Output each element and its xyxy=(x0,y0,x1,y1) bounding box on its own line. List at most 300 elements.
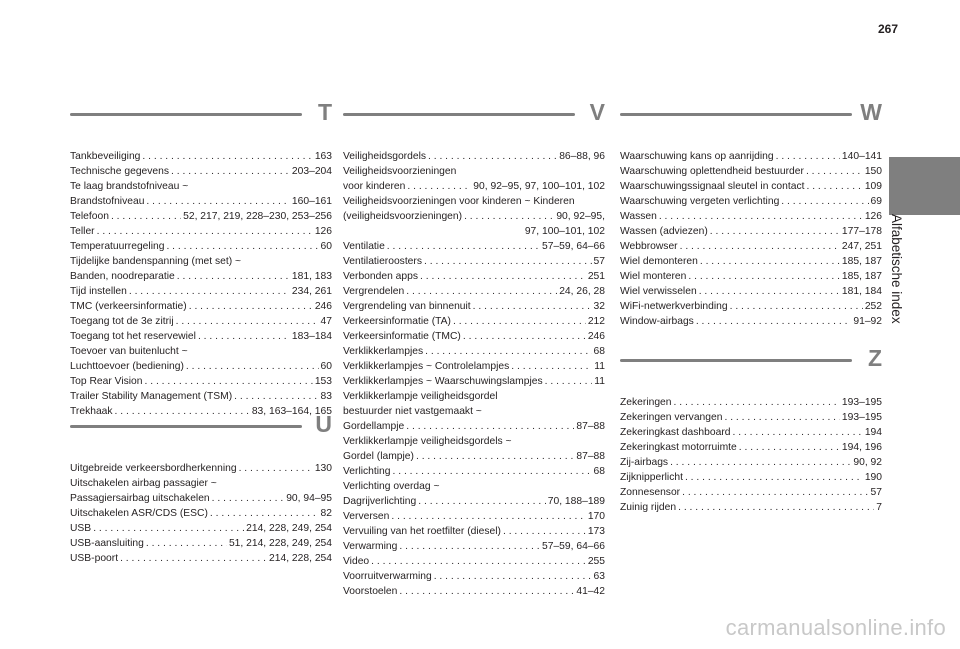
entry-line xyxy=(70,194,332,209)
index-entry xyxy=(343,359,605,374)
index-entry xyxy=(620,410,882,425)
entry-term: Zijknipperlicht xyxy=(620,472,683,483)
entry-term: Wiel verwisselen xyxy=(620,286,697,297)
entry-term: Waarschuwingssignaal sleutel in contact xyxy=(620,181,805,192)
entry-pages: 87–88 xyxy=(576,421,605,432)
entry-pages: 82 xyxy=(320,508,332,519)
entry-line xyxy=(620,314,882,329)
entry-line xyxy=(70,284,332,299)
entry-line xyxy=(343,359,605,374)
entry-line xyxy=(620,440,882,455)
index-entry xyxy=(343,149,605,164)
entry-term: Waarschuwing kans op aanrijding xyxy=(620,151,774,162)
index-entry xyxy=(343,194,605,239)
section-header xyxy=(620,345,882,383)
entry-pages: 24, 26, 28 xyxy=(559,286,605,297)
index-entry xyxy=(620,149,882,164)
entry-pages: 183–184 xyxy=(291,331,332,342)
entry-pages: 246 xyxy=(587,331,605,342)
entry-leader-dots xyxy=(682,485,868,500)
entry-leader-dots xyxy=(418,494,545,509)
entry-pages: 214, 228, 254 xyxy=(269,553,332,564)
entry-prefix: Tijdelijke bandenspanning (met set) ~ xyxy=(70,256,242,267)
entry-line xyxy=(70,299,332,314)
entry-pages: 194 xyxy=(864,427,882,438)
entry-leader-dots xyxy=(806,164,863,179)
section-t xyxy=(70,99,332,419)
index-entry xyxy=(343,569,605,584)
index-entry xyxy=(343,239,605,254)
entry-leader-dots xyxy=(120,551,267,566)
index-entry xyxy=(343,254,605,269)
entry-term: Waarschuwing vergeten verlichting xyxy=(620,196,780,207)
entry-pages: 63 xyxy=(593,571,605,582)
entry-pages: 11 xyxy=(594,361,605,372)
entry-line xyxy=(70,521,332,536)
entry-term: Trekhaak xyxy=(70,406,113,417)
entry-pages: 68 xyxy=(593,466,605,477)
entry-line xyxy=(343,254,605,269)
index-entry xyxy=(70,299,332,314)
entry-term: Verversen xyxy=(343,511,390,522)
entry-term: Tijd instellen xyxy=(70,286,127,297)
index-entry xyxy=(70,461,332,476)
entry-line xyxy=(343,554,605,569)
entry-term: Verklikkerlampjes ~ Waarschuwingslampjes xyxy=(343,376,543,387)
entry-leader-dots xyxy=(189,299,313,314)
index-entry xyxy=(343,524,605,539)
entry-term: Zekeringkast motorruimte xyxy=(620,442,737,453)
entry-line xyxy=(343,524,605,539)
entry-leader-dots xyxy=(699,284,840,299)
entry-term: Verkeersinformatie (TA) xyxy=(343,316,451,327)
section-rule xyxy=(70,425,302,428)
entry-prefix: Veiligheidsvoorzieningen xyxy=(343,166,457,177)
entry-pages: 91–92 xyxy=(853,316,882,327)
index-entry xyxy=(620,179,882,194)
entry-leader-dots xyxy=(420,269,586,284)
entry-pages: 177–178 xyxy=(841,226,882,237)
entry-line xyxy=(620,209,882,224)
entry-leader-dots xyxy=(680,239,840,254)
entry-line xyxy=(343,209,605,224)
entry-leader-dots xyxy=(406,284,557,299)
entry-leader-dots xyxy=(659,209,863,224)
entry-term: Verbonden apps xyxy=(343,271,419,282)
index-entry xyxy=(343,509,605,524)
index-column-2 xyxy=(343,99,605,599)
entry-prefix: Veiligheidsvoorzieningen voor kinderen ~ Kinderen xyxy=(343,196,575,207)
entry-pages: 51, 214, 228, 249, 254 xyxy=(228,538,332,549)
entry-prefix: Toevoer van buitenlucht ~ xyxy=(70,346,188,357)
entry-leader-dots xyxy=(210,506,319,521)
page-number: 267 xyxy=(877,22,899,36)
entry-pages: 163 xyxy=(314,151,332,162)
entry-line xyxy=(620,299,882,314)
entry-pages: 150 xyxy=(864,166,882,177)
index-entry xyxy=(343,269,605,284)
index-entry xyxy=(70,344,332,374)
entry-pages: 173 xyxy=(587,526,605,537)
entry-term: Gordellampje xyxy=(343,421,405,432)
entry-term: Webbrowser xyxy=(620,241,678,252)
entry-term: Veiligheidsgordels xyxy=(343,151,427,162)
entry-line xyxy=(70,389,332,404)
entry-term: Toegang tot de 3e zitrij xyxy=(70,316,174,327)
section-rule xyxy=(70,113,302,116)
section-rule xyxy=(620,113,852,116)
entry-pages: 69 xyxy=(870,196,882,207)
entry-leader-dots xyxy=(212,491,285,506)
entry-pages: 41–42 xyxy=(576,586,605,597)
entry-line xyxy=(70,209,332,224)
entry-term: Verklikkerlampjes ~ Controlelampjes xyxy=(343,361,510,372)
entry-leader-dots xyxy=(511,359,592,374)
entry-term: USB-aansluiting xyxy=(70,538,144,549)
entry-pages: 52, 217, 219, 228–230, 253–256 xyxy=(183,211,332,222)
index-entry xyxy=(620,395,882,410)
entry-leader-dots xyxy=(176,314,319,329)
index-entry xyxy=(70,551,332,566)
entry-leader-dots xyxy=(129,284,290,299)
index-entry xyxy=(343,374,605,389)
entry-leader-dots xyxy=(424,254,592,269)
entry-pages: 11 xyxy=(594,376,605,387)
entry-leader-dots xyxy=(428,149,557,164)
entry-pages: 194, 196 xyxy=(841,442,882,453)
entry-prefix: Verklikkerlampje veiligheidsgordels ~ xyxy=(343,436,512,447)
entry-leader-dots xyxy=(730,299,863,314)
entry-leader-dots xyxy=(406,419,574,434)
entry-pages: 160–161 xyxy=(291,196,332,207)
entry-pages: 90, 94–95 xyxy=(286,493,332,504)
index-entry xyxy=(70,476,332,506)
entry-pages: 126 xyxy=(864,211,882,222)
index-entry xyxy=(70,521,332,536)
entry-leader-dots xyxy=(503,524,586,539)
index-entry xyxy=(620,254,882,269)
index-entry xyxy=(343,434,605,464)
entry-leader-dots xyxy=(93,521,244,536)
entry-term: Vervuiling van het roetfilter (diesel) xyxy=(343,526,501,537)
entry-leader-dots xyxy=(416,449,574,464)
entry-line xyxy=(343,149,605,164)
entry-leader-dots xyxy=(146,536,227,551)
entry-term: Waarschuwing oplettendheid bestuurder xyxy=(620,166,804,177)
index-entry xyxy=(620,440,882,455)
index-entry xyxy=(620,194,882,209)
entry-pages: 70, 188–189 xyxy=(547,496,605,507)
index-entry xyxy=(70,209,332,224)
entry-line xyxy=(70,269,332,284)
entry-term: Zekeringen vervangen xyxy=(620,412,723,423)
entry-pages: 86–88, 96 xyxy=(559,151,605,162)
index-column-1 xyxy=(70,99,332,564)
entry-pages: 193–195 xyxy=(841,412,882,423)
entry-pages: 60 xyxy=(320,361,332,372)
entry-pages: 57 xyxy=(593,256,605,267)
entry-leader-dots xyxy=(407,179,471,194)
entry-leader-dots xyxy=(696,314,852,329)
entry-term: Ventilatie xyxy=(343,241,385,252)
entry-line xyxy=(620,500,882,515)
entry-term: Vergrendeling van binnenuit xyxy=(343,301,471,312)
index-entry xyxy=(343,344,605,359)
entry-term: Wassen xyxy=(620,211,657,222)
entry-leader-dots xyxy=(186,359,319,374)
entry-pages: 190 xyxy=(864,472,882,483)
entry-leader-dots xyxy=(393,464,592,479)
entry-term: Dagrijverlichting xyxy=(343,496,417,507)
entry-leader-dots xyxy=(198,329,290,344)
entry-leader-dots xyxy=(142,149,312,164)
entry-pages: 193–195 xyxy=(841,397,882,408)
entry-line xyxy=(620,179,882,194)
entry-line xyxy=(70,551,332,566)
entry-term: Verwarming xyxy=(343,541,398,552)
entry-pages: 140–141 xyxy=(841,151,882,162)
entry-line xyxy=(620,224,882,239)
entry-term: Technische gegevens xyxy=(70,166,170,177)
entry-line xyxy=(620,239,882,254)
entry-line xyxy=(620,284,882,299)
index-entry xyxy=(620,164,882,179)
index-entry xyxy=(620,284,882,299)
entry-pages: 32 xyxy=(593,301,605,312)
entry-leader-dots xyxy=(670,455,851,470)
entry-line xyxy=(70,239,332,254)
index-entry xyxy=(620,224,882,239)
entry-term: Zekeringkast dashboard xyxy=(620,427,731,438)
entry-term: Teller xyxy=(70,226,95,237)
index-entry xyxy=(343,554,605,569)
entry-term: Telefoon xyxy=(70,211,109,222)
entry-term: TMC (verkeersinformatie) xyxy=(70,301,187,312)
entry-line xyxy=(620,425,882,440)
entry-term: Gordel (lampje) xyxy=(343,451,414,462)
entry-term: WiFi-netwerkverbinding xyxy=(620,301,728,312)
entry-line xyxy=(343,329,605,344)
entry-pages: 47 xyxy=(320,316,332,327)
entry-line xyxy=(620,254,882,269)
entry-pages: 90, 92–95, xyxy=(556,211,605,222)
index-entry xyxy=(70,536,332,551)
entry-leader-dots xyxy=(453,314,586,329)
entry-pages: 57–59, 64–66 xyxy=(542,241,605,252)
entry-prefix: Verklikkerlampje veiligheidsgordel xyxy=(343,391,498,402)
index-entry xyxy=(70,374,332,389)
entry-leader-dots xyxy=(806,179,862,194)
index-entry xyxy=(620,470,882,485)
entry-leader-dots xyxy=(115,404,250,419)
entry-line xyxy=(343,569,605,584)
index-entry xyxy=(70,149,332,164)
entry-leader-dots xyxy=(674,395,840,410)
entry-pages: 109 xyxy=(864,181,882,192)
entry-pages: 83 xyxy=(320,391,332,402)
entry-line xyxy=(620,410,882,425)
entry-line xyxy=(70,314,332,329)
entry-leader-dots xyxy=(371,554,586,569)
entry-leader-dots xyxy=(710,224,840,239)
entry-term: Banden, noodreparatie xyxy=(70,271,175,282)
section-header xyxy=(620,99,882,137)
entry-leader-dots xyxy=(146,194,289,209)
entry-line xyxy=(620,470,882,485)
entry-pages: 185, 187 xyxy=(841,256,882,267)
entry-line xyxy=(343,314,605,329)
entry-leader-dots xyxy=(239,461,313,476)
index-entry xyxy=(620,209,882,224)
section-header xyxy=(70,99,332,137)
index-entry xyxy=(343,164,605,194)
index-entry xyxy=(620,269,882,284)
entry-term: Zonnesensor xyxy=(620,487,681,498)
section-rule xyxy=(620,359,852,362)
entry-line xyxy=(620,455,882,470)
entry-pages-continued: 97, 100–101, 102 xyxy=(524,226,605,237)
entry-prefix: Te laag brandstofniveau ~ xyxy=(70,181,189,192)
entry-pages: 90, 92–95, 97, 100–101, 102 xyxy=(473,181,605,192)
index-entry xyxy=(70,389,332,404)
section-rule xyxy=(343,113,575,116)
entry-term: Trailer Stability Management (TSM) xyxy=(70,391,233,402)
entry-line xyxy=(343,374,605,389)
index-entry xyxy=(343,314,605,329)
entry-leader-dots xyxy=(781,194,868,209)
entry-term: USB-poort xyxy=(70,553,119,564)
watermark: carmanualsonline.info xyxy=(725,615,946,640)
index-entry xyxy=(70,224,332,239)
entry-line xyxy=(343,449,605,464)
entry-term: Toegang tot het reservewiel xyxy=(70,331,196,342)
entry-line xyxy=(70,224,332,239)
entry-line xyxy=(343,584,605,599)
entry-line xyxy=(343,284,605,299)
entry-line xyxy=(343,239,605,254)
entry-line xyxy=(620,149,882,164)
entry-line xyxy=(343,179,605,194)
section-w xyxy=(620,99,882,329)
entry-pages: 246 xyxy=(314,301,332,312)
entry-leader-dots xyxy=(700,254,840,269)
entry-term: voor kinderen xyxy=(343,181,406,192)
entry-term: Brandstofniveau xyxy=(70,196,145,207)
entry-leader-dots xyxy=(739,440,840,455)
entry-term: Ventilatieroosters xyxy=(343,256,422,267)
entry-term: Verkeersinformatie (TMC) xyxy=(343,331,461,342)
entry-term: Window-airbags xyxy=(620,316,694,327)
entry-pages: 181, 184 xyxy=(841,286,882,297)
section-v xyxy=(343,99,605,599)
entry-leader-dots xyxy=(145,374,313,389)
entry-term: Voorstoelen xyxy=(343,586,398,597)
entry-line xyxy=(620,485,882,500)
entry-pages: 212 xyxy=(587,316,605,327)
section-z xyxy=(620,345,882,515)
entry-pages: 181, 183 xyxy=(291,271,332,282)
entry-prefix: Verlichting overdag ~ xyxy=(343,481,440,492)
entry-pages: 60 xyxy=(320,241,332,252)
entry-prefix: bestuurder niet vastgemaakt ~ xyxy=(343,406,482,417)
entry-term: Verklikkerlampjes xyxy=(343,346,424,357)
entry-line xyxy=(343,299,605,314)
entry-line xyxy=(343,509,605,524)
entry-term: USB xyxy=(70,523,92,534)
entry-line xyxy=(620,164,882,179)
section-header xyxy=(343,99,605,137)
chapter-label-text: Alfabetische index xyxy=(889,214,904,324)
index-entry xyxy=(70,314,332,329)
section-letter: V xyxy=(589,99,605,125)
entry-term: Zekeringen xyxy=(620,397,672,408)
entry-pages: 252 xyxy=(864,301,882,312)
index-entry xyxy=(70,254,332,284)
entry-line xyxy=(70,506,332,521)
index-entry xyxy=(70,506,332,521)
entry-leader-dots xyxy=(464,209,554,224)
index-entry xyxy=(620,314,882,329)
entry-line xyxy=(343,539,605,554)
entry-line xyxy=(70,461,332,476)
index-entry xyxy=(620,299,882,314)
index-entry xyxy=(70,329,332,344)
section-letter: U xyxy=(315,411,332,437)
entry-leader-dots xyxy=(685,470,863,485)
index-entry xyxy=(343,389,605,434)
entry-pages: 214, 228, 249, 254 xyxy=(246,523,332,534)
entry-leader-dots xyxy=(234,389,318,404)
entry-pages: 203–204 xyxy=(291,166,332,177)
entry-leader-dots xyxy=(387,239,540,254)
entry-line xyxy=(343,269,605,284)
entry-leader-dots xyxy=(545,374,593,389)
entry-pages: 90, 92 xyxy=(853,457,882,468)
index-entry xyxy=(343,284,605,299)
entry-term: Luchttoevoer (bediening) xyxy=(70,361,184,372)
entry-leader-dots xyxy=(732,425,862,440)
entry-line xyxy=(70,164,332,179)
entry-term: Zij-airbags xyxy=(620,457,669,468)
index-entry xyxy=(343,329,605,344)
entry-prefix: Uitschakelen airbag passagier ~ xyxy=(70,478,217,489)
entry-pages: 83, 163–164, 165 xyxy=(251,406,332,417)
entry-line xyxy=(343,494,605,509)
entry-term: Zuinig rijden xyxy=(620,502,677,513)
entry-term: Uitgebreide verkeersbordherkenning xyxy=(70,463,237,474)
index-entry xyxy=(620,485,882,500)
entry-leader-dots xyxy=(111,209,181,224)
entry-line xyxy=(70,404,332,419)
entry-leader-dots xyxy=(724,410,839,425)
section-letter: T xyxy=(317,99,332,125)
entry-pages: 7 xyxy=(876,502,882,513)
entry-leader-dots xyxy=(97,224,313,239)
entry-term: Top Rear Vision xyxy=(70,376,143,387)
entry-pages: 170 xyxy=(587,511,605,522)
entry-term: Wiel monteren xyxy=(620,271,687,282)
entry-leader-dots xyxy=(434,569,592,584)
entry-leader-dots xyxy=(463,329,586,344)
entry-term: Tankbeveiliging xyxy=(70,151,141,162)
entry-leader-dots xyxy=(399,584,574,599)
index-entry xyxy=(70,239,332,254)
section-letter: Z xyxy=(867,345,882,371)
entry-leader-dots xyxy=(391,509,585,524)
index-entry xyxy=(343,479,605,509)
entry-line xyxy=(620,395,882,410)
index-entry xyxy=(343,539,605,554)
